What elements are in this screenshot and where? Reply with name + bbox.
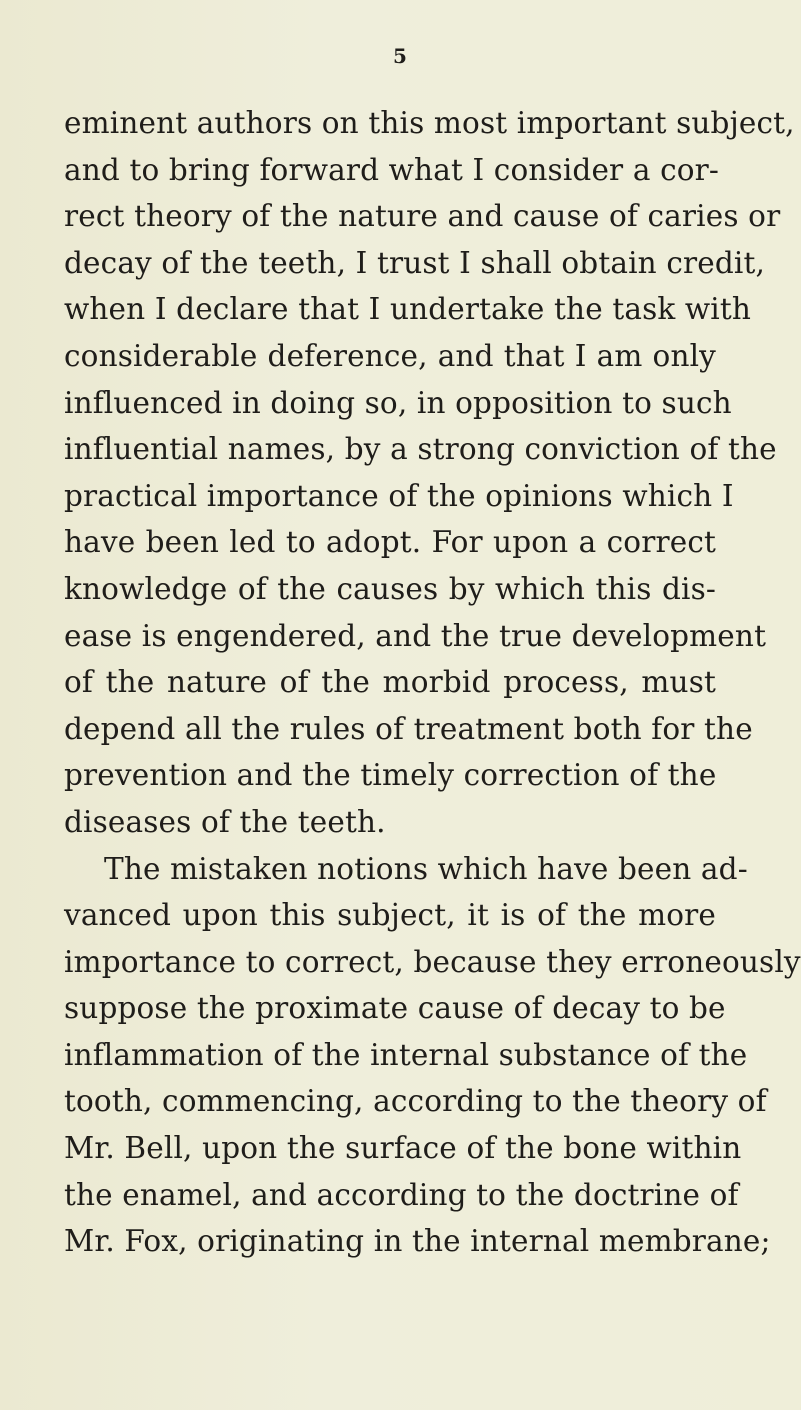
text-line: inflammation of the internal substance of the <box>64 1037 748 1072</box>
text-line: depend all the rules of treatment both for the <box>64 711 753 746</box>
text-line: Mr. Fox, originating in the internal membrane; <box>64 1224 771 1259</box>
text-line: eminent authors on this most important subject, <box>64 106 795 140</box>
text-line: the enamel, and according to the doctrine of <box>64 1177 739 1212</box>
text-line: prevention and the timely correction of the <box>64 758 717 793</box>
text-line: when I declare that I undertake the task with <box>64 292 752 327</box>
text-line: influential names, by a strong conviction of the <box>64 432 777 467</box>
text-line: importance to correct, because they erroneously <box>64 944 801 979</box>
body-text <box>64 100 801 1265</box>
text-line: vanced upon this subject, it is of the more <box>64 898 716 933</box>
text-line: influenced in doing so, in opposition to such <box>64 385 732 420</box>
page-number: 5 <box>393 44 407 68</box>
text-line: ease is engendered, and the true development <box>64 618 767 653</box>
text-line: practical importance of the opinions which I <box>64 478 734 513</box>
text-line: suppose the proximate cause of decay to be <box>64 991 726 1026</box>
text-line: and to bring forward what I consider a cor- <box>64 152 720 187</box>
text-line: of the nature of the morbid process, must <box>64 665 716 700</box>
text-line: have been led to adopt. For upon a correct <box>64 525 716 560</box>
text-line: knowledge of the causes by which this dis- <box>64 571 716 606</box>
text-line: decay of the teeth, I trust I shall obtain credit, <box>64 245 766 280</box>
paragraph-start-line: The mistaken notions which have been ad- <box>104 851 748 886</box>
text-line: diseases of the teeth. <box>64 804 386 839</box>
text-line: Mr. Bell, upon the surface of the bone within <box>64 1131 742 1166</box>
text-line: rect theory of the nature and cause of caries or <box>64 199 781 234</box>
text-line: considerable deference, and that I am only <box>64 338 716 373</box>
text-line: tooth, commencing, according to the theory of <box>64 1084 767 1119</box>
